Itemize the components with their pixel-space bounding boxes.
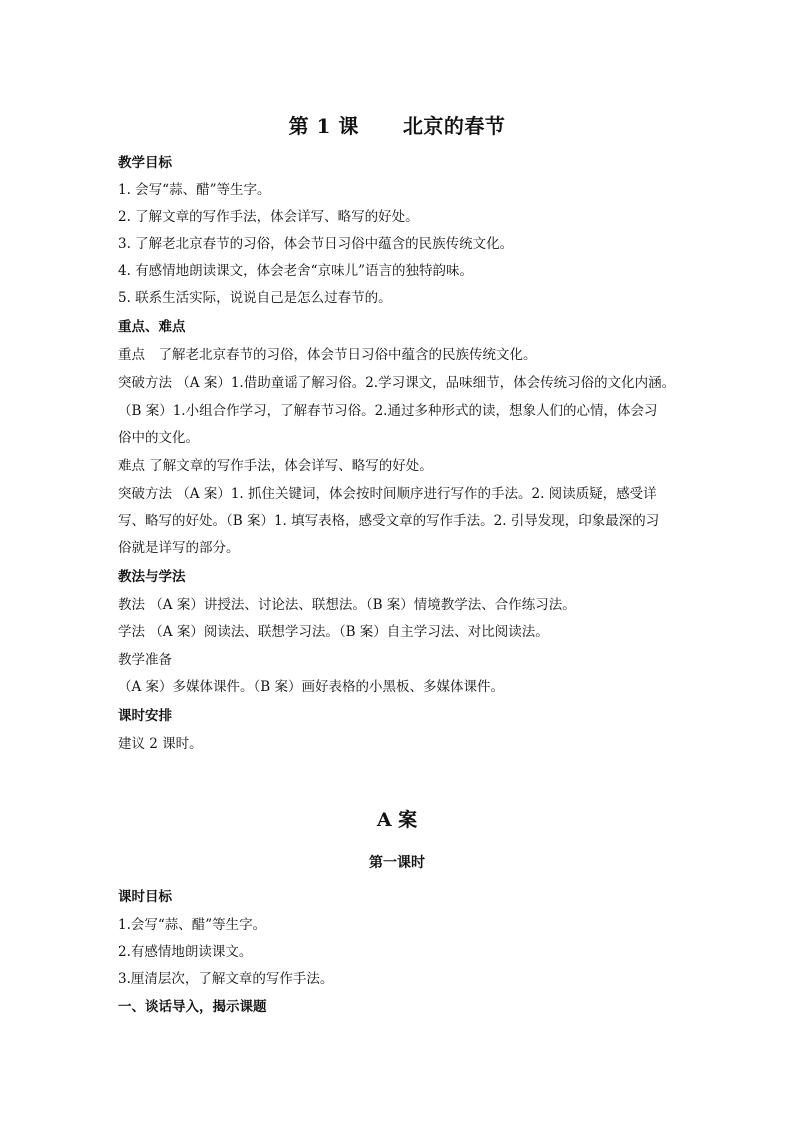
objective-item: 4. 有感情地朗读课文，体会老舍“京味儿”语言的独特韵味。	[118, 263, 473, 279]
lesson-name: 北京的春节	[402, 114, 506, 138]
key-point-line: （B 案）1.小组合作学习，了解春节习俗。2.通过多种形式的读，想象人们的心情，体会习	[118, 403, 658, 419]
key-point-line: 难点 了解文章的写作手法，体会详写、略写的好处。	[118, 458, 433, 474]
objectives-heading: 教学目标	[118, 155, 172, 171]
session-goal-item: 1.会写“蒜、醋”等生字。	[118, 917, 267, 933]
schedule-heading: 课时安排	[118, 708, 172, 724]
lesson-number: 第 1 课	[288, 114, 359, 138]
key-point-line: 俗中的文化。	[118, 430, 199, 446]
method-line: 学法 （A 案）阅读法、联想学习法。（B 案）自主学习法、对比阅读法。	[118, 624, 549, 640]
schedule-text: 建议 2 课时。	[118, 736, 203, 752]
section-heading: 一、谈话导入，揭示课题	[118, 999, 267, 1015]
key-point-line: 突破方法 （A 案）1.借助童谣了解习俗。2.学习课文，品味细节，体会传统习俗的文化内涵。	[118, 375, 676, 391]
key-point-line: 突破方法 （A 案）1. 抓住关键词，体会按时间顺序进行写作的手法。2. 阅读质疑，感受详	[118, 486, 657, 502]
key-point-line: 重点 了解老北京春节的习俗，体会节日习俗中蕴含的民族传统文化。	[118, 347, 537, 363]
methods-heading: 教法与学法	[118, 569, 186, 585]
key-point-line: 俗就是详写的部分。	[118, 540, 240, 556]
session-title: 第一课时	[369, 855, 425, 871]
lesson-title	[0, 110, 794, 139]
session-goal-item: 2.有感情地朗读课文。	[118, 944, 253, 960]
objective-item: 2. 了解文章的写作手法，体会详写、略写的好处。	[118, 209, 419, 225]
key-points-heading: 重点、难点	[118, 319, 186, 335]
objective-item: 3. 了解老北京春节的习俗，体会节日习俗中蕴含的民族传统文化。	[118, 236, 514, 252]
session-goal-item: 3.厘清层次，了解文章的写作手法。	[118, 971, 334, 987]
objective-item: 5. 联系生活实际，说说自己是怎么过春节的。	[118, 290, 392, 306]
plan-a-title: A 案	[376, 809, 418, 831]
method-line: 教法 （A 案）讲授法、讨论法、联想法。（B 案）情境教学法、合作练习法。	[118, 597, 576, 613]
method-line: （A 案）多媒体课件。（B 案）画好表格的小黑板、多媒体课件。	[118, 679, 505, 695]
method-line: 教学准备	[118, 652, 172, 668]
objective-item: 1. 会写“蒜、醋”等生字。	[118, 182, 271, 198]
session-goals-heading: 课时目标	[118, 889, 172, 905]
key-point-line: 写、略写的好处。（B 案）1. 填写表格，感受文章的写作手法。2. 引导发现，印象最深的习	[118, 513, 660, 529]
